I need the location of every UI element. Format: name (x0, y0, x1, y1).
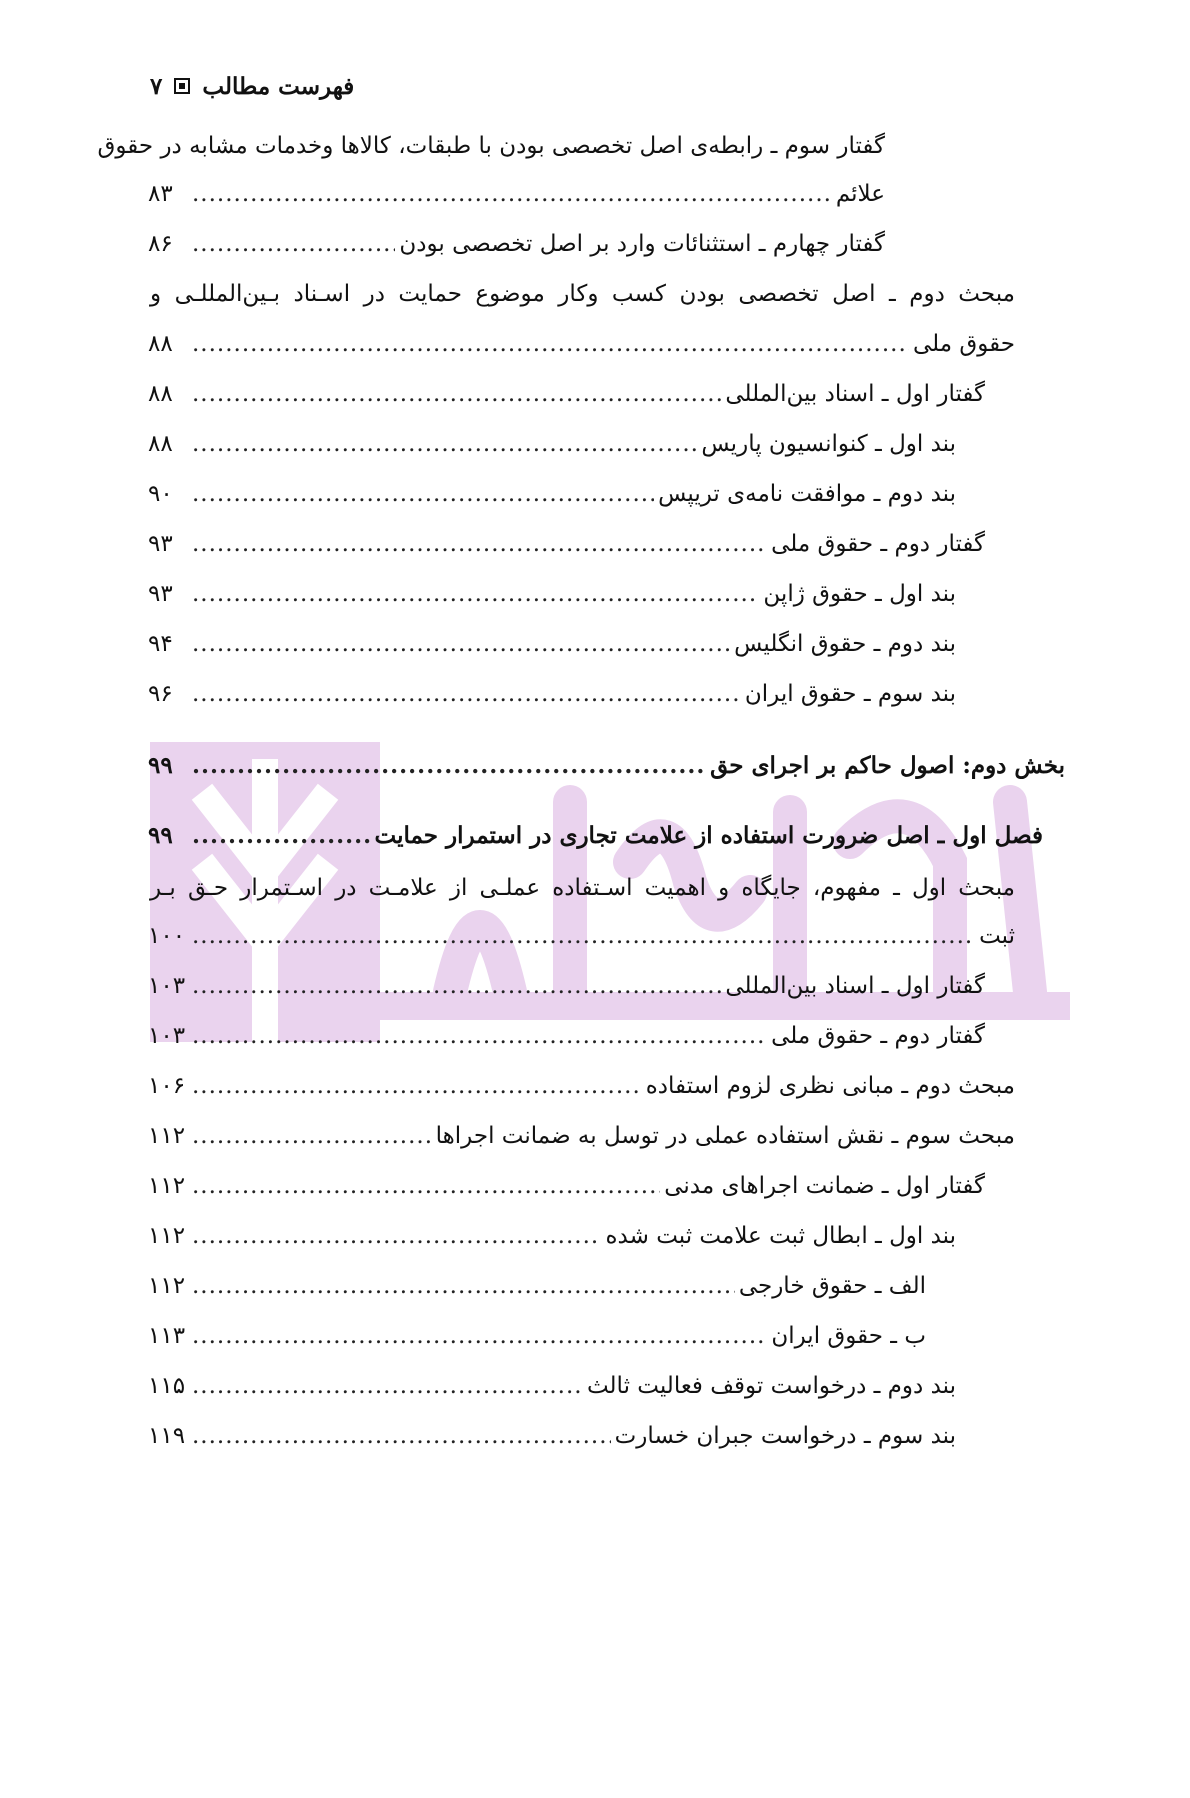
toc-leader-dots (192, 426, 697, 462)
toc-entry[interactable] (148, 426, 956, 462)
toc-entry-page: ۱۱۲ (148, 1223, 186, 1249)
toc-entry-title: بخش دوم: اصول حاکم بر اجرای حق (710, 752, 1065, 779)
toc-leader-dots (192, 526, 767, 562)
toc-entry-title: حقوق ملی (913, 331, 1015, 357)
toc-entry-page: ۱۰۶ (148, 1073, 186, 1099)
toc-entry: گفتار سوم ـ رابطه‌ی اصل تخصصی بودن با طبقات، کالاها وخدمات مشابه در حقوق (97, 133, 885, 159)
toc-entry-page: ۱۱۵ (148, 1373, 186, 1399)
toc-entry[interactable] (148, 226, 885, 262)
toc-entry-title: بند سوم ـ حقوق ایران (744, 681, 956, 707)
toc-entry-page: ۱۰۳ (148, 973, 186, 999)
toc-entry[interactable] (148, 326, 1015, 362)
toc-entry-title: گفتار دوم ـ حقوق ملی (771, 1023, 985, 1049)
toc-entry-page: ۸۸ (148, 381, 173, 407)
toc-leader-dots (192, 576, 759, 612)
toc-leader-dots (192, 1218, 601, 1254)
toc-leader-dots (192, 1418, 611, 1454)
toc-entry-title: مبحث سوم ـ نقش استفاده عملی در توسل به ضمانت اجراها (435, 1123, 1015, 1149)
toc-entry[interactable] (148, 1168, 985, 1204)
toc-leader-dots (192, 176, 832, 212)
toc-entry-title: گفتار چهارم ـ استثنائات وارد بر اصل تخصصی بودن (399, 231, 885, 257)
toc-entry-page: ۹۳ (148, 581, 173, 607)
toc-entry-page: ۹۶ (148, 681, 173, 707)
toc-entry-title: بند اول ـ حقوق ژاپن (763, 581, 956, 607)
toc-entry-page: ۸۳ (148, 181, 173, 207)
toc-entry-title: الف ـ حقوق خارجی (738, 1273, 926, 1299)
toc-entry-page: ۱۱۲ (148, 1173, 186, 1199)
toc-entry[interactable] (148, 918, 1015, 954)
toc-entry[interactable] (148, 676, 956, 712)
header-page-number: ۷ (150, 72, 163, 100)
toc-entry: مبحث دوم ـ اصل تخصصی بودن کسب وکار موضوع حمایت در اسـناد بـین‌المللـی و (150, 281, 1015, 307)
toc-leader-dots (192, 626, 730, 662)
toc-entry-title: بند اول ـ کنوانسیون پاریس (701, 431, 956, 457)
toc-entry[interactable] (148, 1268, 926, 1304)
toc-entry-title: گفتار اول ـ اسناد بین‌المللی (725, 973, 985, 999)
toc-entry[interactable] (148, 1018, 985, 1054)
toc-leader-dots (192, 1118, 432, 1154)
toc-entry-page: ۱۱۳ (148, 1323, 186, 1349)
toc-entry[interactable] (148, 476, 956, 512)
toc-entry-page: ۹۹ (148, 822, 173, 849)
toc-entry-title: علائم (835, 181, 885, 207)
toc-entry-title: بند دوم ـ حقوق انگلیس (734, 631, 956, 657)
toc-entry[interactable] (148, 576, 956, 612)
toc-chapter-heading[interactable] (148, 818, 1043, 854)
toc-entry[interactable] (148, 526, 985, 562)
toc-leader-dots (192, 1018, 767, 1054)
toc-entry-page: ۹۴ (148, 631, 173, 657)
toc-leader-dots (192, 818, 370, 854)
toc-part-heading[interactable] (148, 748, 1065, 784)
toc-entry-page: ۱۰۰ (148, 923, 186, 949)
toc-entry-page: ۹۰ (148, 481, 173, 507)
toc-entry-page: ۸۸ (148, 331, 173, 357)
toc-entry[interactable] (148, 1118, 1015, 1154)
toc-leader-dots (192, 1368, 583, 1404)
toc-entry[interactable] (148, 1418, 956, 1454)
toc-entry-title: بند دوم ـ درخواست توقف فعالیت ثالث (586, 1373, 956, 1399)
toc-entry[interactable] (148, 626, 956, 662)
toc-entry-title: گفتار اول ـ ضمانت اجراهای مدنی (664, 1173, 985, 1199)
toc-entry[interactable] (148, 968, 985, 1004)
toc-entry[interactable] (148, 376, 985, 412)
toc-leader-dots (192, 376, 721, 412)
toc-entry-page: ۱۱۲ (148, 1123, 186, 1149)
toc-leader-dots (192, 1318, 767, 1354)
header-title: فهرست مطالب (202, 72, 355, 100)
toc-entry-page: ۸۶ (148, 231, 173, 257)
toc-leader-dots (192, 226, 395, 262)
toc-leader-dots (192, 326, 909, 362)
toc-entry-page: ۸۸ (148, 431, 173, 457)
toc-entry-title: فصل اول ـ اصل ضرورت استفاده از علامت تجاری در استمرار حمایت (374, 822, 1043, 849)
toc-leader-dots (192, 1068, 642, 1104)
toc-entry-page: ۹۳ (148, 531, 173, 557)
toc-entry-page: ۱۱۹ (148, 1423, 186, 1449)
toc-leader-dots (192, 968, 721, 1004)
toc-entry[interactable] (148, 1068, 1015, 1104)
toc-entry-title: مبحث دوم ـ مبانی نظری لزوم استفاده (645, 1073, 1015, 1099)
toc-entry-title: گفتار اول ـ اسناد بین‌المللی (725, 381, 985, 407)
toc-leader-dots (192, 1168, 660, 1204)
toc-entry-title: گفتار دوم ـ حقوق ملی (771, 531, 985, 557)
toc-entry[interactable] (148, 1368, 956, 1404)
toc-leader-dots (192, 476, 654, 512)
toc-leader-dots (192, 918, 975, 954)
toc-entry-title: ثبت (979, 923, 1015, 949)
toc-entry-title: بند اول ـ ابطال ثبت علامت ثبت شده (605, 1223, 956, 1249)
toc-leader-dots (192, 676, 741, 712)
toc-entry-page: ۱۱۲ (148, 1273, 186, 1299)
toc-entry: مبحث اول ـ مفهوم، جایگاه و اهمیت اسـتفاده عملـی از علامـت در اسـتمرار حـق بـر (150, 875, 1015, 901)
toc-entry[interactable] (148, 1318, 926, 1354)
toc-entry-page: ۱۰۳ (148, 1023, 186, 1049)
toc-entry[interactable] (148, 1218, 956, 1254)
toc-entry-page: ۹۹ (148, 752, 173, 779)
toc-leader-dots (192, 748, 706, 784)
toc-entry-title: بند سوم ـ درخواست جبران خسارت (614, 1423, 956, 1449)
toc-leader-dots (192, 1268, 735, 1304)
toc-entry-title: ب ـ حقوق ایران (771, 1323, 926, 1349)
toc-entry[interactable] (148, 176, 885, 212)
toc-entry-title: بند دوم ـ موافقت نامه‌ی تریپس (658, 481, 956, 507)
